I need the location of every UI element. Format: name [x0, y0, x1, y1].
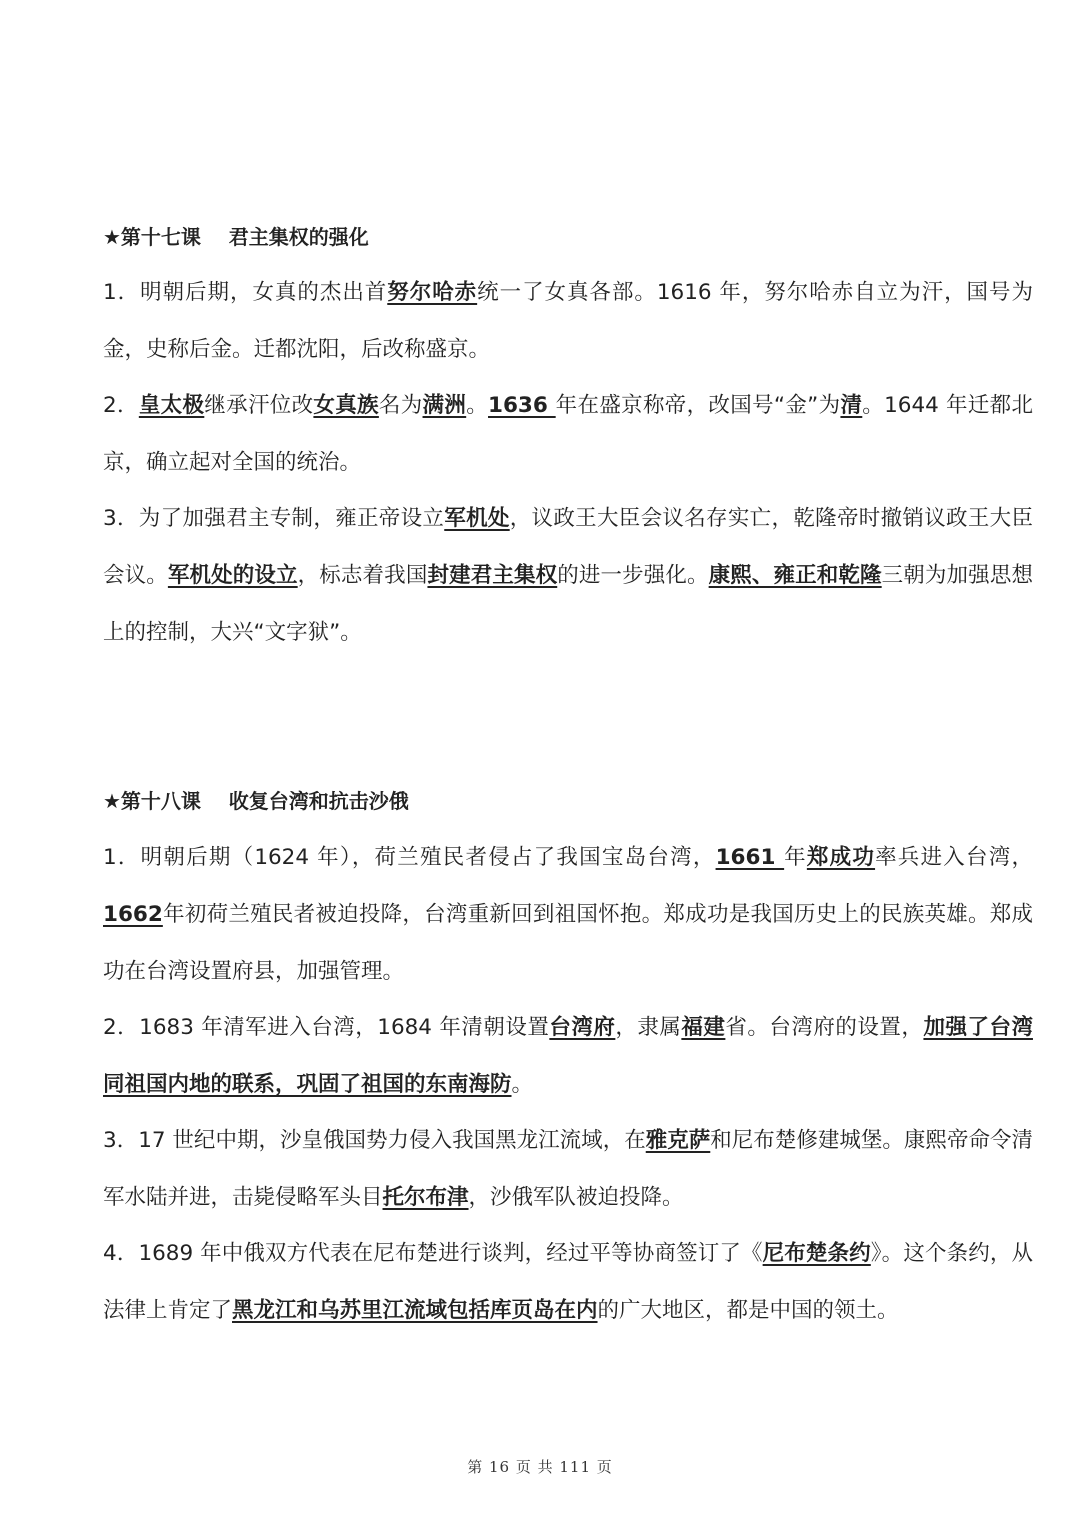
lesson-18-paragraph-3	[103, 1112, 1033, 1226]
text: 3．17 世纪中期，沙皇俄国势力侵入我国黑龙江流域，在	[103, 1128, 646, 1153]
text: ，隶属	[615, 1015, 682, 1040]
key-term: 皇太极	[138, 393, 205, 418]
text: 1．明朝后期（1624 年），荷兰殖民者侵占了我国宝岛台湾，	[103, 845, 716, 870]
lesson-18-title: ★第十八课 收复台湾和抗击沙俄	[103, 789, 409, 813]
text: 3．为了加强君主专制，雍正帝设立	[103, 506, 445, 531]
lesson-17-paragraph-1	[103, 264, 1033, 378]
lesson-18-paragraph-2	[103, 999, 1033, 1113]
text: 》。这个条约，从法律上肯定了	[103, 1241, 1033, 1323]
text: 的广大地区，都是中国的领土。	[597, 1298, 899, 1323]
key-term: 福建	[681, 1015, 726, 1040]
text: 率兵进入台湾，	[875, 845, 1033, 870]
text: 的进一步强化。	[557, 563, 709, 588]
text: 继承汗位改	[204, 393, 314, 418]
lesson-18-paragraph-4	[103, 1225, 1033, 1339]
text: 2．1683 年清军进入台湾，1684 年清朝设置	[103, 1015, 550, 1040]
key-term: 1661	[715, 845, 785, 870]
key-term: 雅克萨	[645, 1128, 711, 1153]
key-term: 封建君主集权	[427, 563, 558, 588]
text: 年初荷兰殖民者被迫投降，台湾重新回到祖国怀抱。郑成功是我国历史上的民族英雄。郑成功在台湾设置府县，加强管理。	[103, 902, 1033, 984]
key-term: 努尔哈赤	[387, 280, 478, 305]
key-term: 1662	[103, 902, 163, 927]
key-term: 军机处的设立	[167, 563, 298, 588]
text: ，标志着我国	[297, 563, 428, 588]
key-term: 1636	[488, 393, 556, 418]
text: 年	[784, 845, 807, 870]
text: 。	[511, 1072, 534, 1097]
text: 名为	[378, 393, 423, 418]
text: 三朝为加强思想上的控制，大兴“文字狱”。	[103, 563, 1033, 645]
page-number: 第 16 页 共 111 页	[467, 1458, 613, 1476]
key-term: 尼布楚条约	[762, 1241, 871, 1266]
lesson-17-paragraph-2	[103, 377, 1033, 491]
text: 和尼布楚修建城堡。康熙帝命令清军水陆并进，击毙侵略军头目	[103, 1128, 1033, 1210]
text: 统一了女真各部。1616 年，努尔哈赤自立为汗，国号为金，史称后金。迁都沈阳，后改称盛京。	[103, 280, 1033, 362]
text: ，沙俄军队被迫投降。	[468, 1185, 684, 1210]
lesson-17-paragraph-3	[103, 490, 1033, 661]
text: ，议政王大臣会议名存实亡，乾隆帝时撤销议政王大臣会议。	[103, 506, 1033, 588]
text: 1．明朝后期，女真的杰出首	[103, 280, 388, 305]
text: 2．	[103, 393, 139, 418]
key-term: 郑成功	[806, 845, 876, 870]
text: 。	[466, 393, 489, 418]
text: 4．1689 年中俄双方代表在尼布楚进行谈判，经过平等协商签订了《	[103, 1241, 763, 1266]
key-term: 托尔布津	[382, 1185, 469, 1210]
key-term: 台湾府	[549, 1015, 616, 1040]
key-term: 加强了台湾同祖国内地的联系，巩固了祖国的东南海防	[103, 1015, 1033, 1097]
lesson-17-title: ★第十七课 君主集权的强化	[103, 225, 369, 249]
key-term: 满洲	[422, 393, 467, 418]
key-term: 清	[840, 393, 863, 418]
text: 省。台湾府的设置，	[725, 1015, 924, 1040]
key-term: 军机处	[444, 506, 510, 531]
lesson-18-paragraph-1	[103, 829, 1033, 1000]
text: 年在盛京称帝，改国号“金”为	[555, 393, 841, 418]
key-term: 康熙、雍正和乾隆	[708, 563, 882, 588]
key-term: 女真族	[313, 393, 379, 418]
text: 。1644 年迁都北京，确立起对全国的统治。	[103, 393, 1033, 475]
key-term: 黑龙江和乌苏里江流域包括库页岛在内	[232, 1298, 598, 1323]
